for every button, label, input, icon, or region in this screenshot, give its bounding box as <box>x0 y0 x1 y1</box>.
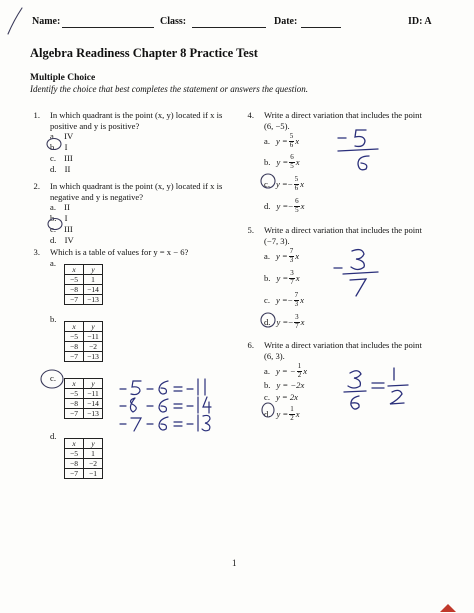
q1-number: 1. <box>33 110 40 120</box>
q2-option-b[interactable]: b. I <box>50 213 68 223</box>
q4-option-d[interactable]: d. y = − $\frac{6}{5}$ x <box>264 197 305 214</box>
q5-option-a[interactable]: a. y = $\frac{7}{3}$ x <box>264 247 300 264</box>
q3-table-c: x y −5 −11 −8 −14 −7 −13 <box>64 378 103 419</box>
q2-option-a[interactable]: a. II <box>50 202 70 212</box>
name-label: Name: <box>32 16 61 27</box>
q3-option-d[interactable]: d. <box>50 431 57 441</box>
q3-option-a[interactable]: a. <box>50 258 56 268</box>
q6-option-b[interactable]: b. y = −2x <box>264 380 305 390</box>
work-q5 <box>334 250 378 296</box>
q4-option-c[interactable]: c. y = − $\frac{5}{6}$ x <box>264 175 304 192</box>
q6-option-c[interactable]: c. y = 2x <box>264 392 298 402</box>
q3-text: Which is a table of values for y = x − 6? <box>50 247 189 257</box>
q1-option-d[interactable]: d. II <box>50 164 71 174</box>
work-q4 <box>338 130 378 170</box>
q5-text: Write a direct variation that includes the point (−7, 3). <box>264 225 422 246</box>
corner-mark <box>440 604 456 612</box>
date-label: Date: <box>274 16 298 27</box>
q1-option-c[interactable]: c. III <box>50 153 73 163</box>
work-q6 <box>344 368 408 409</box>
section-heading: Multiple Choice <box>30 73 96 83</box>
page-number: 1 <box>232 558 237 568</box>
q2-number: 2. <box>33 181 40 191</box>
q1-text: In which quadrant is the point (x, y) located if x is positive and y is positive? <box>50 110 223 131</box>
instructions: Identify the choice that best completes the statement or answers the question. <box>30 84 308 94</box>
class-blank <box>192 27 266 28</box>
q1-option-b[interactable]: b. I <box>50 142 68 152</box>
q4-option-b[interactable]: b. y = $\frac{6}{5}$ x <box>264 153 300 170</box>
q5-option-b[interactable]: b. y = $\frac{3}{7}$ x <box>264 269 300 286</box>
q4-option-a[interactable]: a. y = $\frac{5}{6}$ x <box>264 132 300 149</box>
q5-option-c[interactable]: c. y = − $\frac{7}{3}$ x <box>264 291 304 308</box>
name-blank <box>62 27 154 28</box>
q2-option-c[interactable]: c. III <box>50 224 73 234</box>
q3-option-c[interactable]: c. <box>50 373 56 383</box>
q5-number: 5. <box>247 225 254 235</box>
q5-option-d[interactable]: d. y = − $\frac{3}{7}$ x <box>264 313 305 330</box>
q3-option-b[interactable]: b. <box>50 314 57 324</box>
id-label: ID: A <box>408 16 432 27</box>
q4-text: Write a direct variation that includes the point (6, −5). <box>264 110 422 131</box>
pencil-stroke-corner <box>8 8 22 34</box>
q6-number: 6. <box>247 340 254 350</box>
q3-number: 3. <box>33 247 40 257</box>
q6-text: Write a direct variation that includes the point (6, 3). <box>264 340 422 361</box>
q2-text: In which quadrant is the point (x, y) located if x is negative and y is negative? <box>50 181 223 202</box>
q4-number: 4. <box>247 110 254 120</box>
q1-option-a[interactable]: a. IV <box>50 131 74 141</box>
q3-table-d: x y −5 1 −8 −2 −7 −1 <box>64 438 103 479</box>
work-q3 <box>120 379 211 431</box>
page-title: Algebra Readiness Chapter 8 Practice Test <box>30 46 258 60</box>
q6-option-d[interactable]: d. y = $\frac{1}{2}$ x <box>264 405 300 422</box>
class-label: Class: <box>160 16 187 27</box>
q3-table-a: x y −5 1 −8 −14 −7 −13 <box>64 264 103 305</box>
q6-option-a[interactable]: a. y = − $\frac{1}{2}$ x <box>264 362 308 379</box>
q2-option-d[interactable]: d. IV <box>50 235 74 245</box>
q3-table-b: x y −5 −11 −8 −2 −7 −13 <box>64 321 103 362</box>
date-blank <box>301 27 341 28</box>
